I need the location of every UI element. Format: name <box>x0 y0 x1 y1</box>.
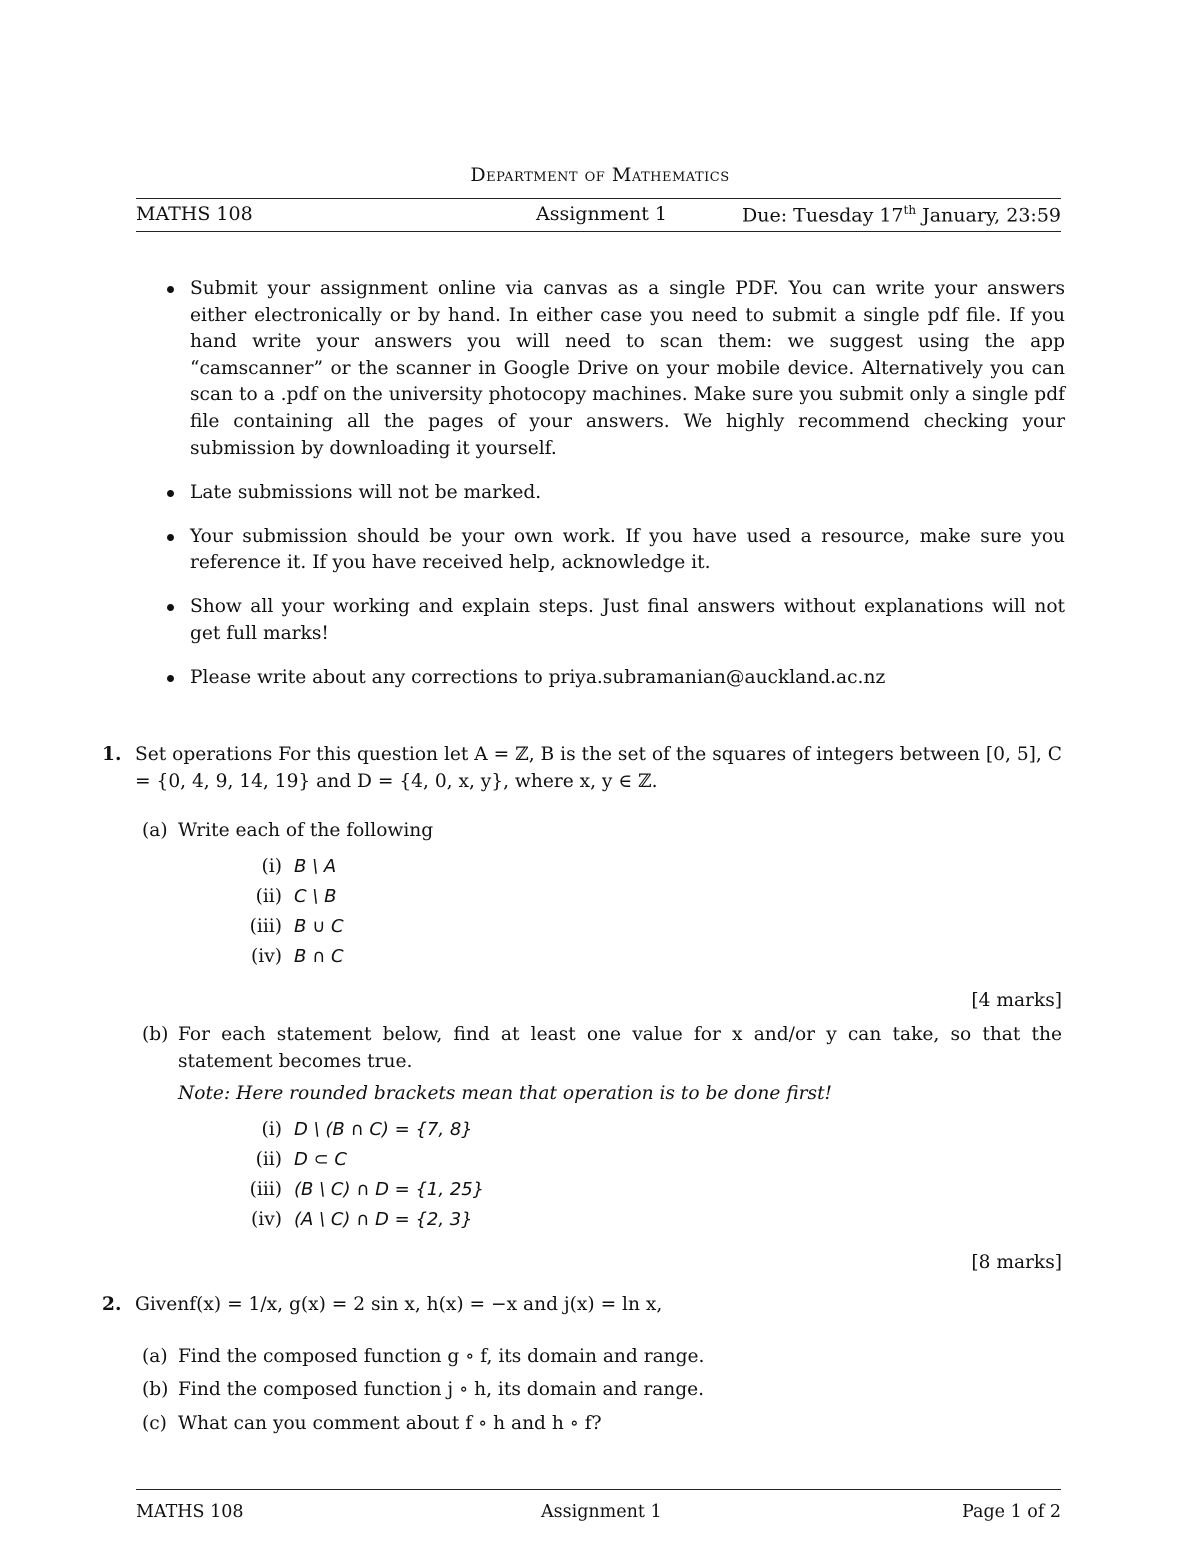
question-1b-items <box>236 1115 1062 1235</box>
item-text: D ⊂ C <box>294 1149 347 1171</box>
question-1b-text: For each statement below, find at least one value for x and/or y can take, so that the statement becomes true. <box>178 1024 1062 1072</box>
bullet-icon <box>167 604 174 611</box>
list-item <box>165 276 1065 462</box>
question-2c <box>142 1411 1062 1438</box>
item-number: (i) <box>261 1119 282 1141</box>
list-item <box>165 665 1065 692</box>
question-1 <box>102 742 1062 1277</box>
question-1b-marks: [8 marks] <box>971 1252 1062 1274</box>
question-2-intro: Givenf(x) = 1/x, g(x) = 2 sin x, h(x) = −x and j(x) = ln x, <box>135 1294 663 1315</box>
item-number: (ii) <box>255 1149 282 1171</box>
item-text: (B \ C) ∩ D = {1, 25} <box>294 1179 485 1201</box>
item-text: D \ (B ∩ C) = {7, 8} <box>294 1119 473 1141</box>
question-1a <box>142 818 1062 1014</box>
list-item <box>236 1175 1062 1205</box>
list-item <box>165 594 1065 647</box>
question-1b-note: Note: Here rounded brackets mean that operation is to be done first! <box>178 1082 833 1104</box>
item-number: (iii) <box>249 915 282 937</box>
list-item <box>236 942 1062 972</box>
item-number: (iv) <box>251 945 282 967</box>
header-bottom-rule <box>136 231 1061 232</box>
question-1a-marks: [4 marks] <box>971 989 1062 1011</box>
header-due <box>742 203 1061 226</box>
question-2b <box>142 1377 1062 1404</box>
list-item <box>236 912 1062 942</box>
item-text: C \ B <box>294 885 337 907</box>
instructions-list <box>165 276 1065 709</box>
part-label: (a) <box>142 1345 168 1367</box>
due-prefix: Due: Tuesday 17 <box>742 204 904 227</box>
question-2b-text: Find the composed function j ∘ h, its domain and range. <box>178 1379 705 1401</box>
part-label: (c) <box>142 1412 167 1434</box>
item-text: B \ A <box>294 855 337 877</box>
question-2a-text: Find the composed function g ∘ f, its domain and range. <box>178 1345 705 1367</box>
part-label: (a) <box>142 820 168 842</box>
bullet-icon <box>167 490 174 497</box>
list-item <box>165 480 1065 507</box>
bullet-text: Late submissions will not be marked. <box>190 481 542 503</box>
question-2a <box>142 1344 1062 1371</box>
list-item <box>236 1115 1062 1145</box>
item-number: (ii) <box>255 885 282 907</box>
bullet-text: Please write about any corrections to priya.subramanian@auckland.ac.nz <box>190 667 886 689</box>
bullet-text: Submit your assignment online via canvas as a single PDF. You can write your answers either electronically or by hand. In either case you need to submit a single pdf file. If you hand write your answers you will need to scan them: we suggest using the app “camscanner” or the scanner in Google Drive on your mobile device. Alternatively you can scan to a .pdf on the university photocopy machines. Make sure you submit only a single pdf file containing all the pages of your answers. We highly recommend checking your submission by downloading it yourself. <box>190 278 1065 459</box>
bullet-icon <box>167 286 174 293</box>
footer-course: MATHS 108 <box>136 1502 244 1522</box>
question-2-number: 2. <box>102 1294 122 1315</box>
item-number: (iii) <box>249 1179 282 1201</box>
header-course: MATHS 108 <box>136 203 253 225</box>
item-text: B ∩ C <box>294 945 344 967</box>
question-1-number: 1. <box>102 744 122 765</box>
list-item <box>236 882 1062 912</box>
footer <box>136 1502 1061 1526</box>
footer-page-number: Page 1 of 2 <box>962 1502 1061 1522</box>
list-item <box>236 1145 1062 1175</box>
item-text: (A \ C) ∩ D = {2, 3} <box>294 1209 473 1231</box>
bullet-text: Your submission should be your own work. If you have used a resource, make sure you reference it. If you have received help, acknowledge it. <box>190 525 1065 574</box>
department-title: Department of Mathematics <box>470 164 730 186</box>
header-top-rule <box>136 198 1061 199</box>
question-1b <box>142 1022 1062 1276</box>
header-row <box>136 203 1061 229</box>
list-item <box>236 1205 1062 1235</box>
item-number: (i) <box>261 855 282 877</box>
question-1a-text: Write each of the following <box>178 820 434 842</box>
footer-rule <box>136 1489 1061 1490</box>
bullet-text: Show all your working and explain steps. Just final answers without explanations will not get full marks! <box>190 596 1065 645</box>
bullet-icon <box>167 534 174 541</box>
question-1a-items <box>236 852 1062 972</box>
bullet-icon <box>167 675 174 682</box>
footer-assignment: Assignment 1 <box>541 1502 662 1522</box>
part-label: (b) <box>142 1379 169 1401</box>
due-suffix: January, 23:59 <box>916 204 1061 227</box>
question-2c-text: What can you comment about f ∘ h and h ∘ f? <box>178 1412 602 1434</box>
due-sup: th <box>903 203 917 217</box>
item-text: B ∪ C <box>294 915 344 937</box>
list-item <box>236 852 1062 882</box>
list-item <box>165 524 1065 577</box>
question-1-intro: Set operations For this question let A = ℤ, B is the set of the squares of integers between [0, 5], C = {0, 4, 9, 14, 19} and D = {4, 0, x, y}, where x, y ∈ ℤ. <box>135 744 1062 792</box>
part-label: (b) <box>142 1024 169 1046</box>
item-number: (iv) <box>251 1209 282 1231</box>
header-assignment: Assignment 1 <box>536 203 667 225</box>
question-2 <box>102 1292 1062 1437</box>
